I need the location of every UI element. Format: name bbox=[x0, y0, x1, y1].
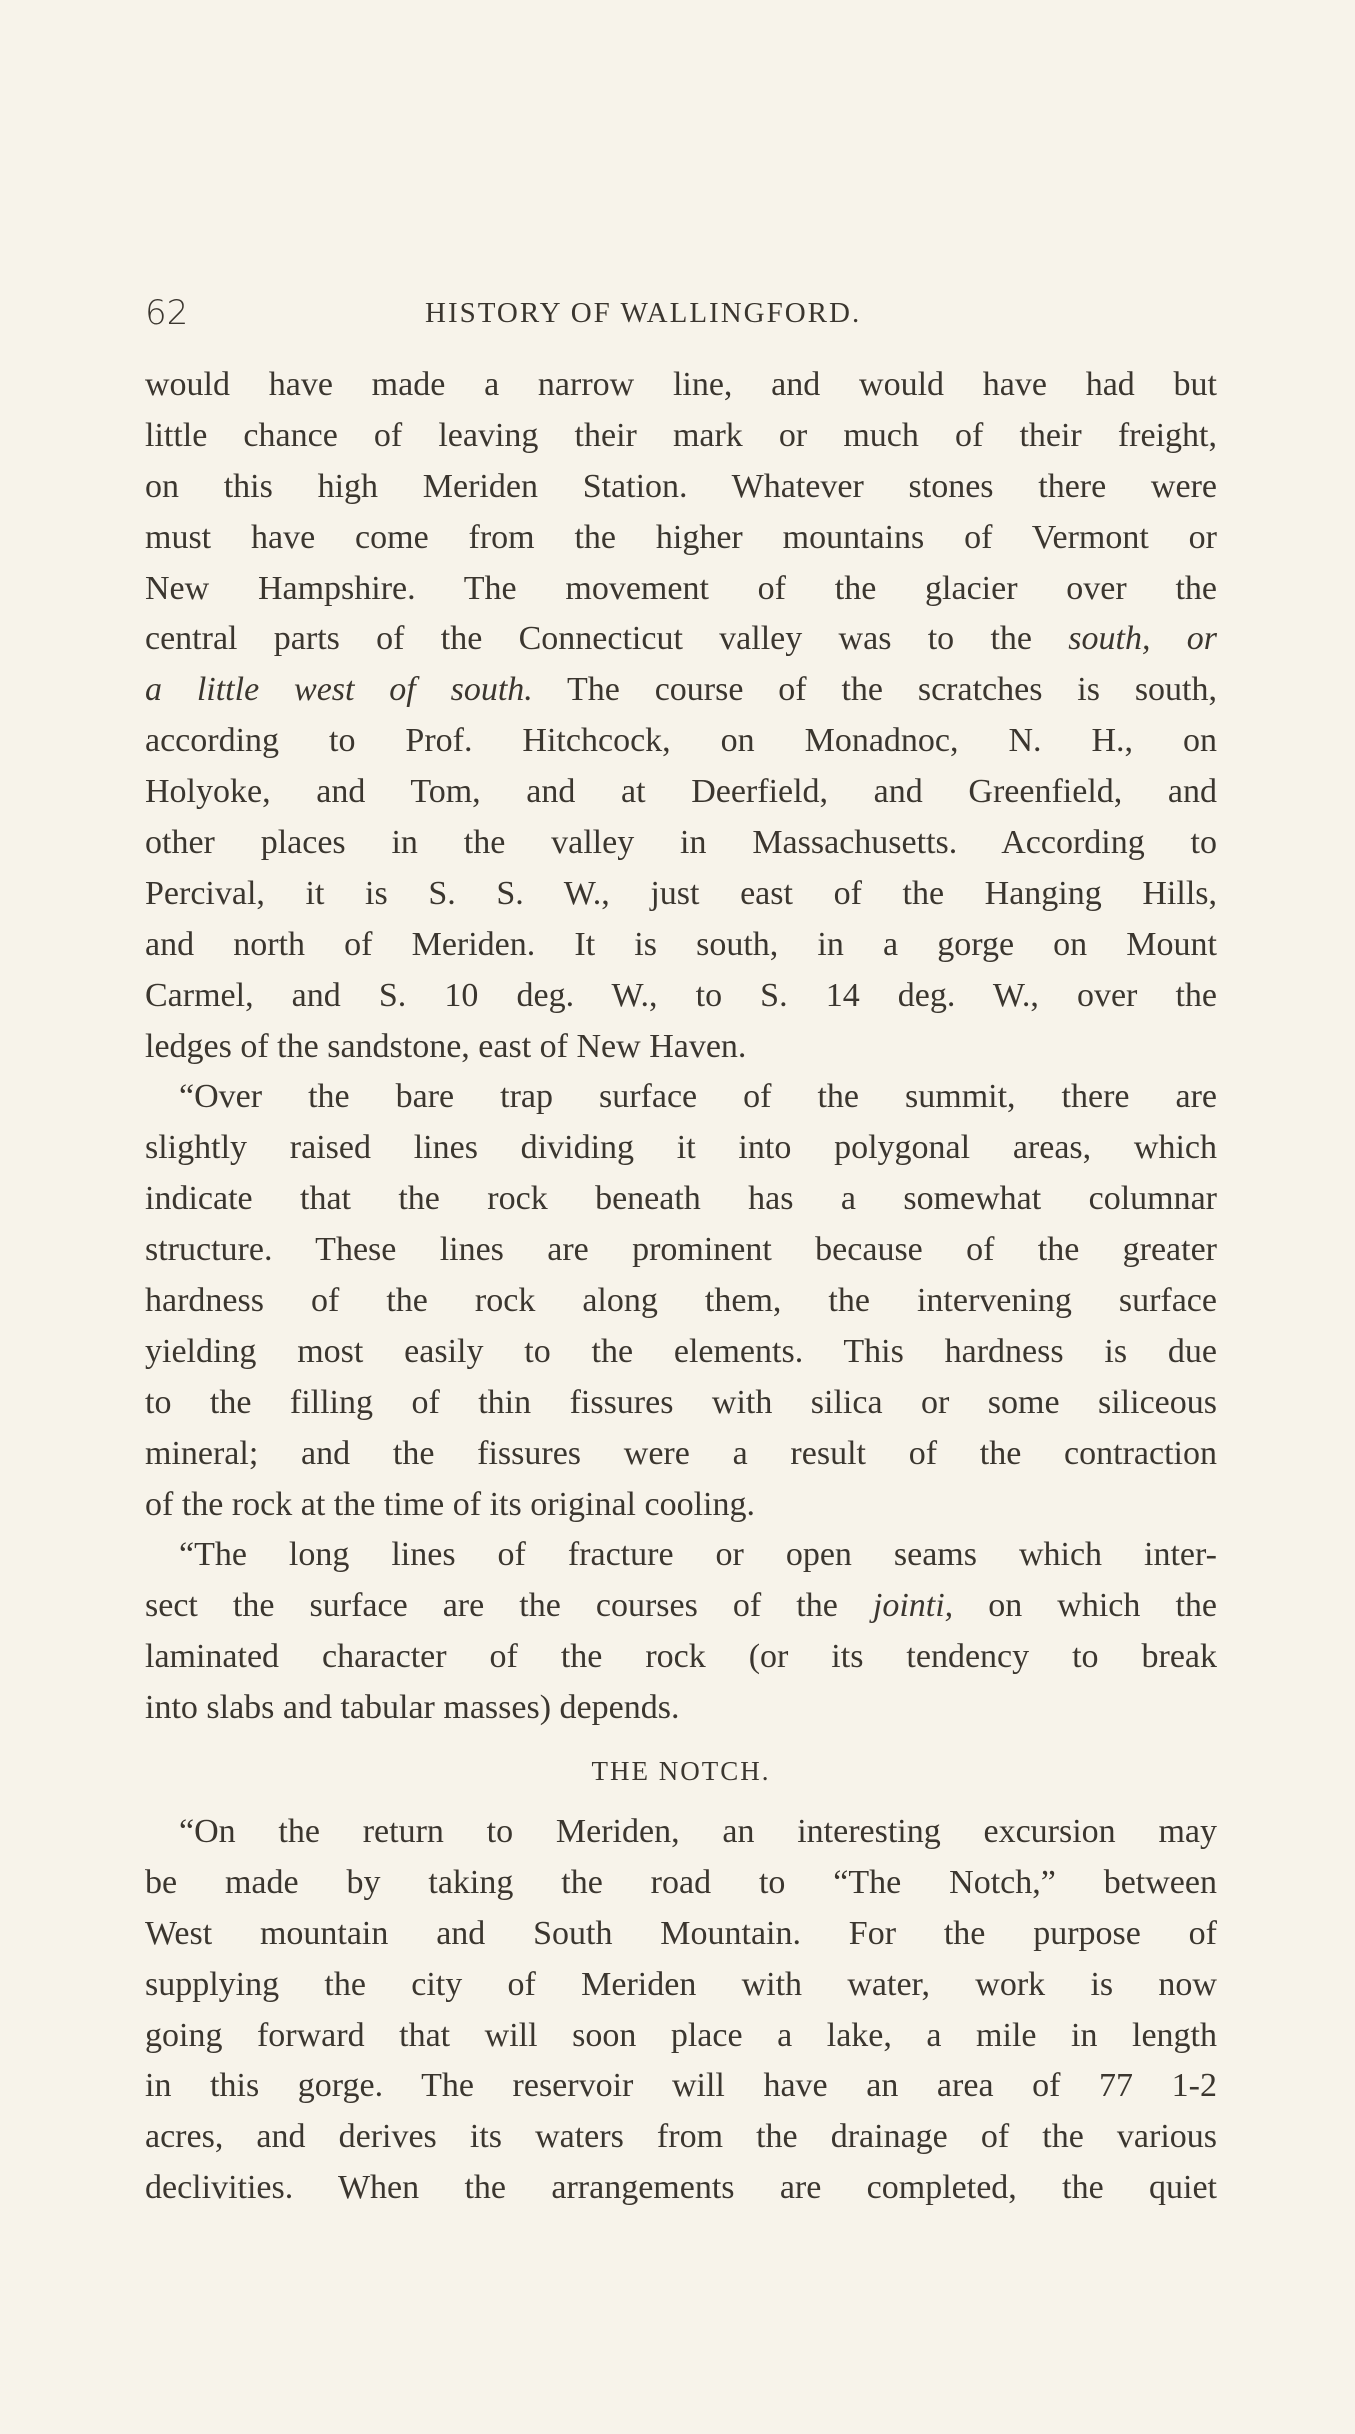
body-text bbox=[145, 360, 1217, 2214]
page-header bbox=[145, 288, 1225, 338]
text-line: into slabs and tabular masses) depends. bbox=[145, 1689, 680, 1727]
text-line: and north of Meriden. It is south, in a gorge on Mount bbox=[145, 925, 1217, 963]
text-line: Carmel, and S. 10 deg. W., to S. 14 deg. W., over the bbox=[145, 976, 1217, 1014]
text-line: Percival, it is S. S. W., just east of the Hanging Hills, bbox=[145, 874, 1217, 912]
text-line: acres, and derives its waters from the drainage of the various bbox=[145, 2118, 1217, 2156]
page-number: 62 bbox=[145, 293, 189, 333]
text-line bbox=[145, 614, 1217, 665]
text-line: ledges of the sandstone, east of New Haven. bbox=[145, 1027, 747, 1065]
text-line: hardness of the rock along them, the intervening surface bbox=[145, 1282, 1217, 1320]
text-line: going forward that will soon place a lake, a mile in length bbox=[145, 2016, 1217, 2054]
text-line: New Hampshire. The movement of the glacier over the bbox=[145, 569, 1217, 607]
text-line: supplying the city of Meriden with water, work is now bbox=[145, 1965, 1217, 2003]
text-line: according to Prof. Hitchcock, on Monadnoc, N. H., on bbox=[145, 722, 1217, 760]
text-segment: on which the bbox=[988, 1587, 1217, 1625]
running-head: HISTORY OF WALLINGFORD. bbox=[425, 297, 862, 329]
text-line bbox=[145, 1581, 1217, 1632]
text-segment: central parts of the Connecticut valley was to the bbox=[145, 620, 1032, 658]
text-segment: sect the surface are the courses of the bbox=[145, 1587, 838, 1625]
text-line: mineral; and the fissures were a result of the contraction bbox=[145, 1434, 1217, 1472]
text-line: on this high Meriden Station. Whatever stones there were bbox=[145, 467, 1217, 505]
italic-text: jointi, bbox=[872, 1587, 954, 1625]
text-line bbox=[145, 665, 1217, 716]
text-line: “On the return to Meriden, an interesting excursion may bbox=[179, 1812, 1217, 1850]
text-line: must have come from the higher mountains of Vermont or bbox=[145, 518, 1217, 556]
text-line: laminated character of the rock (or its tendency to break bbox=[145, 1638, 1217, 1676]
text-line: Holyoke, and Tom, and at Deerfield, and Greenfield, and bbox=[145, 773, 1217, 811]
text-line: little chance of leaving their mark or much of their freight, bbox=[145, 416, 1217, 454]
text-line: yielding most easily to the elements. This hardness is due bbox=[145, 1332, 1217, 1370]
text-line: other places in the valley in Massachusetts. According to bbox=[145, 824, 1217, 862]
italic-text: south, or bbox=[1068, 620, 1217, 658]
text-line: of the rock at the time of its original cooling. bbox=[145, 1485, 755, 1523]
text-segment: The course of the scratches is south, bbox=[567, 671, 1217, 709]
text-line: slightly raised lines dividing it into polygonal areas, which bbox=[145, 1129, 1217, 1167]
text-line: “The long lines of fracture or open seams which inter- bbox=[179, 1536, 1217, 1574]
section-title: THE NOTCH. bbox=[591, 1756, 771, 1787]
text-line: West mountain and South Mountain. For the purpose of bbox=[145, 1914, 1217, 1952]
italic-text: a little west of south. bbox=[145, 671, 533, 709]
text-line: “Over the bare trap surface of the summit, there are bbox=[179, 1078, 1217, 1116]
text-line: in this gorge. The reservoir will have an area of 77 1-2 bbox=[145, 2067, 1217, 2105]
text-line: structure. These lines are prominent because of the greater bbox=[145, 1231, 1217, 1269]
text-line: be made by taking the road to “The Notch,” between bbox=[145, 1863, 1217, 1901]
text-line: indicate that the rock beneath has a somewhat columnar bbox=[145, 1180, 1217, 1218]
text-line: would have made a narrow line, and would have had but bbox=[145, 366, 1217, 403]
text-line: declivities. When the arrangements are completed, the quiet bbox=[145, 2169, 1217, 2207]
text-line: to the filling of thin fissures with silica or some siliceous bbox=[145, 1383, 1217, 1421]
